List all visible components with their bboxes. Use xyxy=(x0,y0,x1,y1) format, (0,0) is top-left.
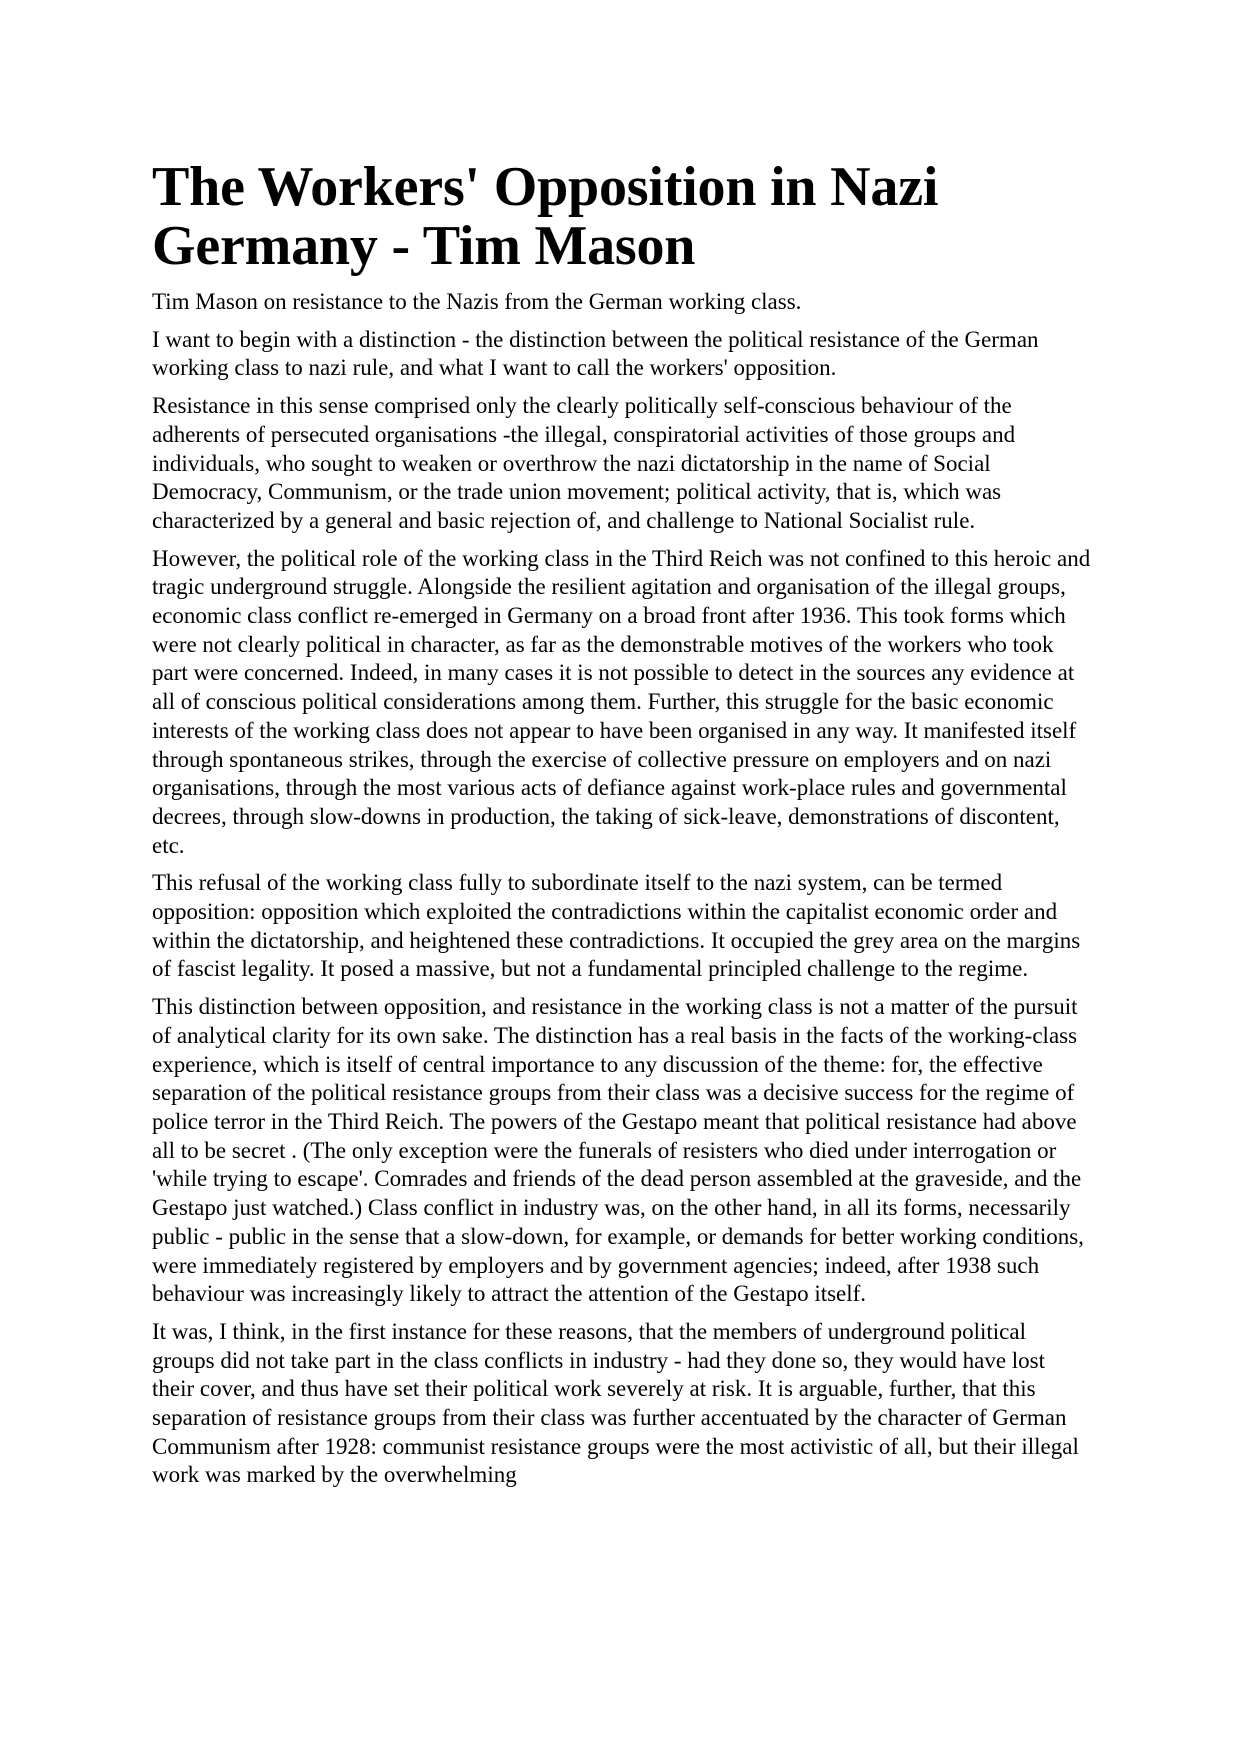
paragraph-6: It was, I think, in the first instance for these reasons, that the members of underground political groups did not take part in the class conflicts in industry - had they done so, they would have lost their cover, and thus have set their political work severely at risk. It is arguable, further, that this separation of resistance groups from their class was further accentuated by the character of German Communism after 1928: communist resistance groups were the most activistic of all, but their illegal work was marked by the overwhelming xyxy=(152,1318,1079,1488)
paragraph-1: I want to begin with a distinction - the distinction between the political resistance of the German working class to nazi rule, and what I want to call the workers' opposition. xyxy=(152,326,1039,381)
document-page xyxy=(152,158,1092,1499)
document-subtitle: Tim Mason on resistance to the Nazis from the German working class. xyxy=(152,289,802,314)
paragraph-5: This distinction between opposition, and resistance in the working class is not a matter of the pursuit of analytical clarity for its own sake. The distinction has a real basis in the facts of the working-class experience, which is itself of central importance to any discussion of the theme: for, the effective separation of the political resistance groups from their class was a decisive success for the regime of police terror in the Third Reich. The powers of the Gestapo meant that political resistance had above all to be secret . (The only exception were the funerals of resisters who died under interrogation or 'while trying to escape'. Comrades and friends of the dead person assembled at the graveside, and the Gestapo just watched.) Class conflict in industry was, on the other hand, in all its forms, necessarily public - public in the sense that a slow-down, for example, or demands for better working conditions, were immediately registered by employers and by government agencies; indeed, after 1938 such behaviour was increasingly likely to attract the attention of the Gestapo itself. xyxy=(152,994,1084,1307)
paragraph-4: This refusal of the working class fully to subordinate itself to the nazi system, can be termed opposition: opposition which exploited the contradictions within the capitalist economic order and within the dictatorship, and heightened these contradictions. It occupied the grey area on the margins of fascist legality. It posed a massive, but not a fundamental principled challenge to the regime. xyxy=(152,870,1081,982)
paragraph-3: However, the political role of the working class in the Third Reich was not confined to this heroic and tragic underground struggle. Alongside the resilient agitation and organisation of the illegal groups, economic class conflict re-emerged in Germany on a broad front after 1936. This took forms which were not clearly political in character, as far as the demonstrable motives of the workers who took part were concerned. Indeed, in many cases it is not possible to detect in the sources any evidence at all of conscious political considerations among them. Further, this struggle for the basic economic interests of the working class does not appear to have been organised in any way. It manifested itself through spontaneous strikes, through the exercise of collective pressure on employers and on nazi organisations, through the most various acts of defiance against work-place rules and governmental decrees, through slow-downs in production, the taking of sick-leave, demonstrations of discontent, etc. xyxy=(152,545,1091,858)
paragraph-2: Resistance in this sense comprised only the clearly politically self-conscious behaviour of the adherents of persecuted organisations -the illegal, conspiratorial activities of those groups and individuals, who sought to weaken or overthrow the nazi dictatorship in the name of Social Democracy, Communism, or the trade union movement; political activity, that is, which was characterized by a general and basic rejection of, and challenge to National Socialist rule. xyxy=(152,393,1016,533)
document-title: The Workers' Opposition in Nazi Germany - Tim Mason xyxy=(152,156,939,277)
